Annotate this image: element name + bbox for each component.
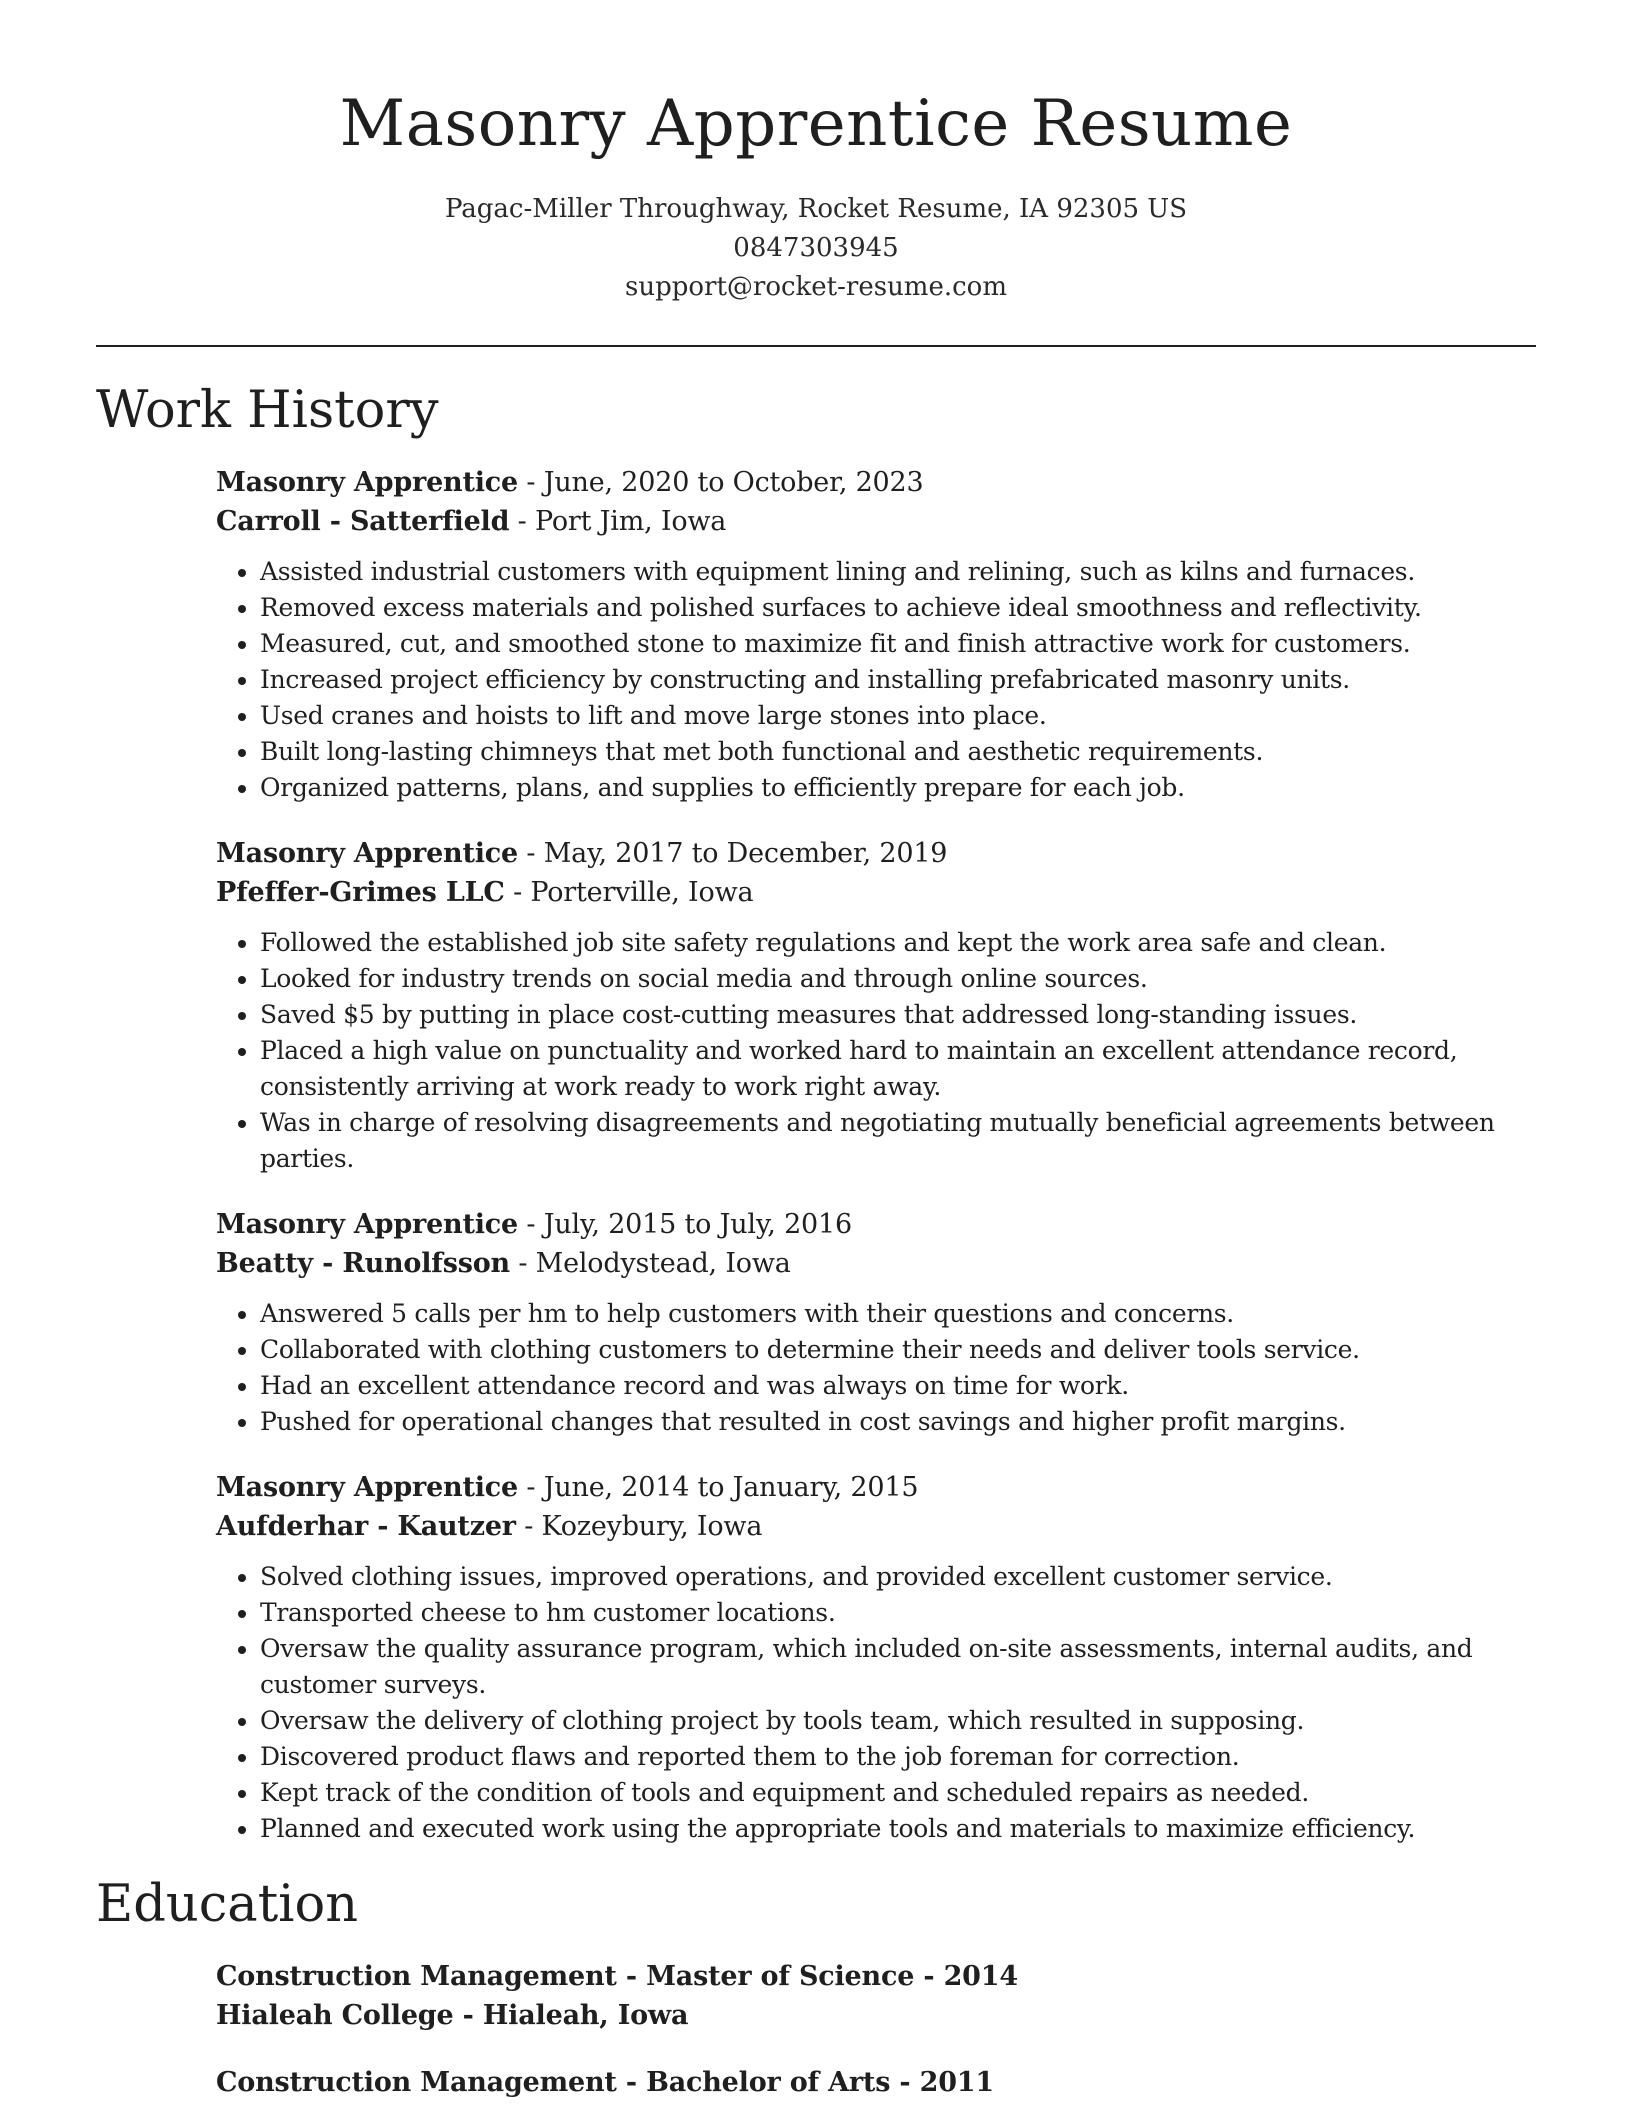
job-bullet: • Removed excess materials and polished surfaces to achieve ideal smoothness and reflectivity. <box>260 590 1536 626</box>
job-title: Masonry Apprentice <box>216 1472 519 1503</box>
education-list <box>96 1957 1536 2102</box>
job-location: - Port Jim, Iowa <box>509 506 727 537</box>
job-company: Carroll - Satterfield <box>216 506 510 537</box>
job-company: Aufderhar - Kautzer <box>216 1511 516 1542</box>
resume-page <box>96 0 1536 2102</box>
job-dates: - June, 2014 to January, 2015 <box>518 1472 919 1503</box>
job-bullet: • Built long-lasting chimneys that met both functional and aesthetic requirements. <box>260 734 1536 770</box>
job-bullet: • Placed a high value on punctuality and worked hard to maintain an excellent attendance record, consistently arriving at work ready to work right away. <box>260 1033 1536 1105</box>
education-heading: Education <box>96 1875 359 1934</box>
job-bullet: • Transported cheese to hm customer locations. <box>260 1595 1536 1631</box>
resume-title: Masonry Apprentice Resume <box>339 87 1293 161</box>
education-degree-line: Construction Management - Bachelor of Arts - 2011 <box>216 2067 994 2098</box>
job-bullet: • Was in charge of resolving disagreements and negotiating mutually beneficial agreements between parties. <box>260 1105 1536 1177</box>
education-entry <box>216 2063 1536 2102</box>
job-bullets <box>216 1559 1536 1847</box>
contact-address: Pagac-Miller Throughway, Rocket Resume, IA 92305 US <box>444 194 1188 224</box>
job-bullet: • Had an excellent attendance record and was always on time for work. <box>260 1368 1536 1404</box>
job-bullet: • Kept track of the condition of tools and equipment and scheduled repairs as needed. <box>260 1775 1536 1811</box>
job-bullet: • Used cranes and hoists to lift and move large stones into place. <box>260 698 1536 734</box>
job-location: - Porterville, Iowa <box>504 877 754 908</box>
job-bullet: • Discovered product flaws and reported them to the job foreman for correction. <box>260 1739 1536 1775</box>
contact-phone: 0847303945 <box>733 233 899 263</box>
contact-email: support@rocket-resume.com <box>624 272 1007 302</box>
work-history-heading: Work History <box>96 381 439 440</box>
header-divider <box>96 345 1536 347</box>
job-company-line <box>216 1507 1536 1546</box>
job-title-line <box>216 1468 1536 1507</box>
job-location: - Kozeybury, Iowa <box>515 1511 763 1542</box>
job-title-line <box>216 834 1536 873</box>
job-company-line <box>216 1244 1536 1283</box>
education-school-line: Hialeah College - Hialeah, Iowa <box>216 2000 689 2031</box>
job-dates: - July, 2015 to July, 2016 <box>518 1209 852 1240</box>
job-location: - Melodystead, Iowa <box>509 1248 791 1279</box>
job-bullet: • Saved $5 by putting in place cost-cutting measures that addressed long-standing issues. <box>260 997 1536 1033</box>
job-bullet: • Assisted industrial customers with equipment lining and relining, such as kilns and furnaces. <box>260 554 1536 590</box>
job-bullet: • Solved clothing issues, improved operations, and provided excellent customer service. <box>260 1559 1536 1595</box>
job-dates: - May, 2017 to December, 2019 <box>518 838 948 869</box>
resume-header <box>96 0 1536 307</box>
job-title-line <box>216 1205 1536 1244</box>
education-degree-line: Construction Management - Master of Science - 2014 <box>216 1961 1018 1992</box>
job-company: Beatty - Runolfsson <box>216 1248 510 1279</box>
job-entry <box>216 463 1536 806</box>
job-bullet: • Oversaw the delivery of clothing project by tools team, which resulted in supposing. <box>260 1703 1536 1739</box>
job-entry <box>216 1468 1536 1847</box>
job-bullet: • Increased project efficiency by constructing and installing prefabricated masonry units. <box>260 662 1536 698</box>
job-bullets <box>216 925 1536 1177</box>
job-bullets <box>216 1296 1536 1440</box>
job-company: Pfeffer-Grimes LLC <box>216 877 505 908</box>
job-title: Masonry Apprentice <box>216 838 519 869</box>
job-title: Masonry Apprentice <box>216 467 519 498</box>
job-title: Masonry Apprentice <box>216 1209 519 1240</box>
job-bullet: • Followed the established job site safety regulations and kept the work area safe and clean. <box>260 925 1536 961</box>
job-company-line <box>216 502 1536 541</box>
job-entry <box>216 834 1536 1177</box>
job-bullet: • Organized patterns, plans, and supplies to efficiently prepare for each job. <box>260 770 1536 806</box>
job-bullet: • Collaborated with clothing customers to determine their needs and deliver tools service. <box>260 1332 1536 1368</box>
education-entry <box>216 1957 1536 2035</box>
work-history-list <box>96 463 1536 1847</box>
job-bullet: • Measured, cut, and smoothed stone to maximize fit and finish attractive work for customers. <box>260 626 1536 662</box>
job-company-line <box>216 873 1536 912</box>
job-dates: - June, 2020 to October, 2023 <box>518 467 924 498</box>
job-bullet: • Pushed for operational changes that resulted in cost savings and higher profit margins. <box>260 1404 1536 1440</box>
job-bullets <box>216 554 1536 806</box>
job-bullet: • Answered 5 calls per hm to help customers with their questions and concerns. <box>260 1296 1536 1332</box>
job-bullet: • Planned and executed work using the appropriate tools and materials to maximize efficiency. <box>260 1811 1536 1847</box>
job-entry <box>216 1205 1536 1440</box>
job-title-line <box>216 463 1536 502</box>
job-bullet: • Looked for industry trends on social media and through online sources. <box>260 961 1536 997</box>
job-bullet: • Oversaw the quality assurance program, which included on-site assessments, internal audits, and customer surveys. <box>260 1631 1536 1703</box>
